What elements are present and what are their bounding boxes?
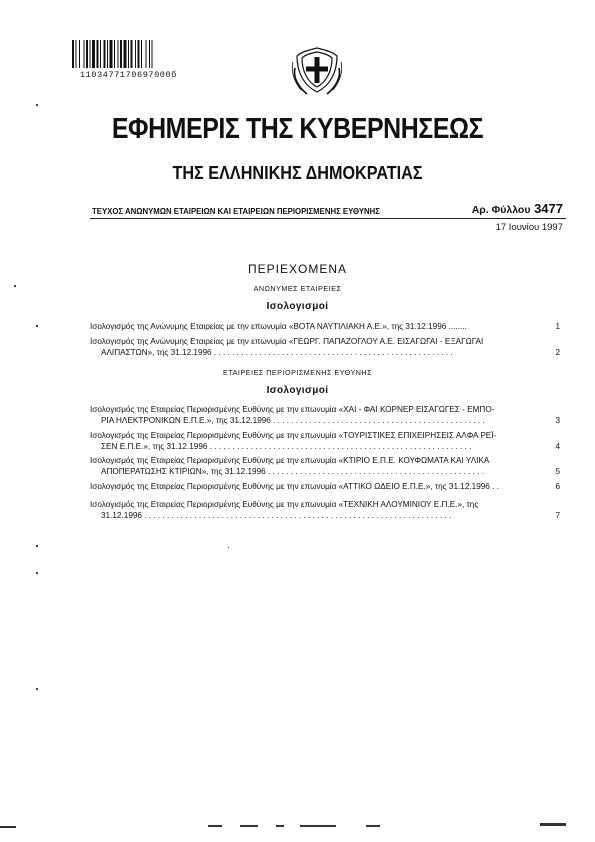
entry-page-number: 7 bbox=[555, 510, 560, 520]
contents-entry bbox=[90, 337, 560, 358]
entry-line: Ισολογισμός της Ανώνυμης Εταιρείας με την επωνυμία «ΓΕΩΡΓ. ΠΑΠΑΖΟΓΛΟΥ Α.Ε. ΕΙΣΑΓΩΓΑΙ - ΕΞΑΓΩΓΑΙ bbox=[90, 337, 484, 346]
entry-text bbox=[90, 431, 534, 452]
entry-text bbox=[90, 337, 534, 358]
section-subtitle-epe: Ισολογισμοί bbox=[266, 385, 329, 396]
entry-line: Ισολογισμός της Εταιρείας Περιορισμένης Ευθύνης με την επωνυμία «ΑΤΤΙΚΟ ΩΔΕΙΟ Ε.Π.Ε.», της 31.12.1996 . . bbox=[90, 482, 499, 491]
issue-type: ΤΕΥΧΟΣ ΑΝΩΝΥΜΩΝ ΕΤΑΙΡΕΙΩΝ ΚΑΙ ΕΤΑΙΡΕΙΩΝ ΠΕΡΙΟΡΙΣΜΕΝΗΣ ΕΥΘΥΝΗΣ bbox=[92, 206, 380, 216]
contents-entry bbox=[90, 405, 560, 426]
scan-speck bbox=[228, 547, 229, 548]
sheet-label: Αρ. Φύλλου bbox=[471, 204, 531, 216]
entry-text bbox=[90, 405, 534, 426]
scan-edge-mark bbox=[276, 825, 284, 827]
scan-edge-mark bbox=[208, 825, 222, 827]
entry-line: ΑΠΟΠΕΡΑΤΩΣΗΣ ΚΤΙΡΙΩΝ», της 31.12.1996 . . . . . . . . . . . . . . . . . . . . . . . . . . . . . . . . . . . . . . . . . . . . . . . . bbox=[101, 466, 485, 476]
entry-page-number: 1 bbox=[555, 322, 560, 331]
section-subtitle-ae: Ισολογισμοί bbox=[266, 301, 329, 312]
entry-line: 31.12.1996 . . . . . . . . . . . . . . . . . . . . . . . . . . . . . . . . . . . . . . . . . . . . . . . . . . . . . . . . . . . . . . . . . . . . bbox=[101, 510, 452, 520]
contents-entry bbox=[90, 322, 560, 333]
section-title-ae: ΑΝΩΝΥΜΕΣ ΕΤΑΙΡΕΙΕΣ bbox=[253, 284, 342, 293]
contents-entry bbox=[90, 500, 560, 521]
entry-line: ΡΙΑ ΗΛΕΚΤΡΟΝΙΚΩΝ Ε.Π.Ε.», της 31.12.1996 . . . . . . . . . . . . . . . . . . . . . . . . . . . . . . . . . . . . . . . . . . . . . . . bbox=[101, 415, 485, 425]
entry-text bbox=[90, 456, 534, 477]
entry-page-number: 6 bbox=[555, 482, 560, 491]
header-divider bbox=[90, 218, 566, 219]
scan-edge-mark bbox=[540, 823, 566, 826]
entry-page-number: 2 bbox=[555, 347, 560, 357]
scan-edge-mark bbox=[366, 825, 380, 827]
entry-line: Ισολογισμός της Εταιρείας Περιορισμένης Ευθύνης με την επωνυμία «ΚΤΙΡΙΟ Ε.Π.Ε. ΚΟΥΦΩΜΑΤΑ ΚΑΙ ΥΛΙΚΑ bbox=[90, 456, 490, 465]
gazette-title: ΕΦΗΜΕΡΙΣ ΤΗΣ ΚΥΒΕΡΝΗΣΕΩΣ bbox=[111, 113, 484, 145]
entry-text bbox=[90, 482, 534, 493]
contents-entry bbox=[90, 431, 560, 452]
scan-speck bbox=[14, 285, 16, 287]
scan-speck bbox=[36, 104, 38, 106]
scan-edge-mark bbox=[240, 825, 258, 827]
entry-line: ΑΛΙΠΑΣΤΩΝ», της 31.12.1996 . . . . . . . . . . . . . . . . . . . . . . . . . . . . . . . . . . . . . . . . . . . . . . . . . . . . . bbox=[101, 347, 453, 357]
section-title-epe: ΕΤΑΙΡΕΙΕΣ ΠΕΡΙΟΡΙΣΜΕΝΗΣ ΕΥΘΥΝΗΣ bbox=[222, 368, 373, 377]
entry-text bbox=[90, 500, 534, 521]
scan-speck bbox=[36, 545, 38, 547]
sheet-number: 3477 bbox=[534, 201, 563, 216]
entry-page-number: 4 bbox=[555, 441, 560, 451]
scan-edge-mark bbox=[0, 826, 16, 828]
entry-line: Ισολογισμός της Εταιρείας Περιορισμένης Ευθύνης με την επωνυμία «ΤΕΧΝΙΚΗ ΑΛΟΥΜΙΝΙΟΥ Ε.Π.Ε.», της bbox=[90, 500, 479, 509]
entry-text bbox=[90, 322, 534, 333]
barcode bbox=[72, 40, 212, 74]
scan-edge-mark bbox=[300, 825, 336, 827]
entry-page-number: 3 bbox=[555, 415, 560, 425]
entry-line: ΣΕΝ Ε.Π.Ε.», της 31.12.1996 . . . . . . . . . . . . . . . . . . . . . . . . . . . . . . . . . . . . . . . . . . . . . . . . . . . . . . . . . . bbox=[101, 441, 472, 451]
national-emblem-icon bbox=[287, 40, 347, 100]
gazette-subtitle: ΤΗΣ ΕΛΛΗΝΙΚΗΣ ΔΗΜΟΚΡΑΤΙΑΣ bbox=[172, 163, 423, 183]
contents-heading: ΠΕΡΙΕΧΟΜΕΝΑ bbox=[247, 262, 348, 276]
entry-page-number: 5 bbox=[555, 466, 560, 476]
contents-entry bbox=[90, 456, 560, 477]
issue-date: 17 Ιουνίου 1997 bbox=[495, 222, 563, 233]
scan-speck bbox=[36, 688, 38, 690]
scan-speck bbox=[36, 325, 38, 327]
entry-line: Ισολογισμός της Ανώνυμης Εταιρείας με την επωνυμία «ΒΟΤΑ ΝΑΥΤΙΛΙΑΚΗ Α.Ε.», της 31.12.1996 ........ bbox=[90, 322, 467, 331]
barcode-number: 1103477170697000б bbox=[80, 70, 177, 80]
contents-entry bbox=[90, 482, 560, 493]
scan-speck bbox=[36, 572, 38, 574]
entry-line: Ισολογισμός της Εταιρείας Περιορισμένης Ευθύνης με την επωνυμία «ΤΟΥΡΙΣΤΙΚΕΣ ΕΠΙΧΕΙΡΗΣΕΙΣ ΑΛΦΑ ΡΕΪ- bbox=[90, 431, 497, 440]
sheet-number-block bbox=[472, 201, 563, 216]
entry-line: Ισολογισμός της Εταιρείας Περιορισμένης Ευθύνης με την επωνυμία «ΧΑΙ - ΦΑΙ ΚΟΡΝΕΡ ΕΙΣΑΓΩΓΕΣ - ΕΜΠΟ- bbox=[90, 405, 495, 414]
